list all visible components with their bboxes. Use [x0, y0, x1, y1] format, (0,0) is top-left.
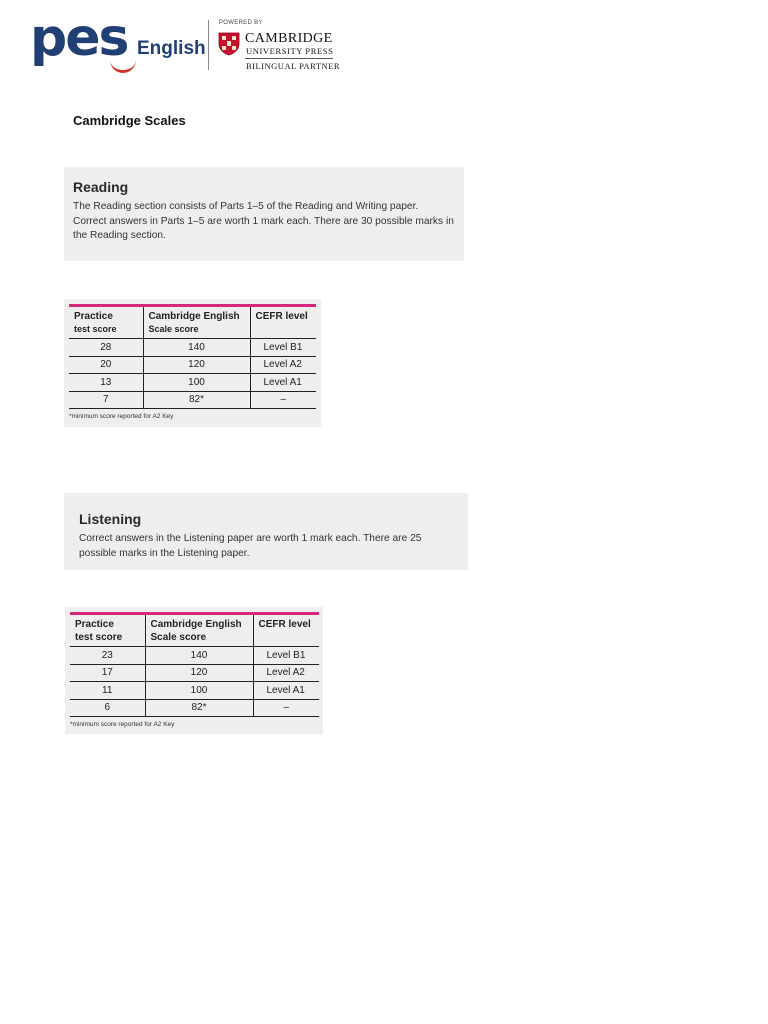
- listening-heading: Listening: [79, 511, 142, 527]
- pes-logo-text: pes: [30, 8, 128, 68]
- reading-info-box: [64, 167, 464, 261]
- table-row: [70, 647, 319, 665]
- cambridge-logo: [218, 20, 348, 72]
- table-row: [70, 699, 319, 717]
- practice-score: 13: [69, 374, 143, 392]
- cefr-level: Level A2: [253, 664, 319, 682]
- listening-description: Correct answers in the Listening paper are worth 1 mark each. There are 25 possible marks in the Listening paper.: [79, 533, 422, 559]
- table-row: [69, 339, 316, 357]
- cambridge-shield-icon: [218, 32, 240, 56]
- pes-english-logo: [30, 8, 210, 74]
- header-practice-line2: test score: [74, 324, 117, 334]
- header-practice: [70, 614, 145, 647]
- cefr-level: Level A1: [250, 374, 316, 392]
- header-practice-line1: Practice: [74, 311, 113, 322]
- table-footnote: *minimum score reported for A2 Key: [69, 413, 174, 420]
- practice-score: 23: [70, 647, 145, 665]
- header-scale-line1: Cambridge English: [148, 311, 240, 322]
- table-row: [70, 682, 319, 700]
- cefr-level: –: [253, 699, 319, 717]
- scale-score: 82*: [145, 699, 253, 717]
- reading-heading: Reading: [73, 179, 129, 195]
- header-cefr: CEFR level: [253, 614, 319, 647]
- reading-score-table-panel: [64, 299, 321, 427]
- header-practice-line2: test score: [75, 632, 123, 643]
- listening-score-table-panel: [65, 607, 323, 734]
- scale-score: 100: [145, 682, 253, 700]
- table-row: [69, 374, 316, 392]
- header-scale: [143, 306, 250, 339]
- pes-logo-english: English: [137, 38, 206, 59]
- header-scale-line2: Scale score: [150, 632, 207, 643]
- cambridge-name: CAMBRIDGE: [245, 31, 333, 46]
- powered-by-label: POWERED BY: [219, 20, 263, 26]
- header-scale-line1: Cambridge English: [150, 619, 242, 630]
- table-row: [70, 664, 319, 682]
- table-row: [69, 356, 316, 374]
- table-header-row: [69, 306, 316, 339]
- practice-score: 17: [70, 664, 145, 682]
- cefr-level: Level B1: [250, 339, 316, 357]
- scale-score: 120: [145, 664, 253, 682]
- scale-score: 100: [143, 374, 250, 392]
- header-practice-line1: Practice: [75, 619, 114, 630]
- practice-score: 6: [70, 699, 145, 717]
- cambridge-press: UNIVERSITY PRESS: [246, 46, 334, 56]
- scale-score: 140: [143, 339, 250, 357]
- practice-score: 28: [69, 339, 143, 357]
- bilingual-partner: BILINGUAL PARTNER: [246, 61, 341, 71]
- page-title: Cambridge Scales: [73, 113, 186, 128]
- practice-score: 11: [70, 682, 145, 700]
- cambridge-rule: [245, 58, 333, 59]
- listening-info-box: [64, 493, 468, 570]
- header-cefr: CEFR level: [250, 306, 316, 339]
- listening-score-table: [70, 612, 319, 717]
- cefr-level: Level A2: [250, 356, 316, 374]
- scale-score: 82*: [143, 391, 250, 409]
- practice-score: 7: [69, 391, 143, 409]
- reading-description: The Reading section consists of Parts 1–5 of the Reading and Writing paper. Correct answers in Parts 1–5 are worth 1 mark each. There are 30 possible marks in the Reading section.: [73, 201, 454, 241]
- cefr-level: Level B1: [253, 647, 319, 665]
- practice-score: 20: [69, 356, 143, 374]
- cefr-level: Level A1: [253, 682, 319, 700]
- header-practice: [69, 306, 143, 339]
- header-scale-line2: Scale score: [148, 324, 199, 334]
- scale-score: 120: [143, 356, 250, 374]
- table-footnote: *minimum score reported for A2 Key: [70, 721, 175, 728]
- reading-score-table: [69, 304, 316, 409]
- cefr-level: –: [250, 391, 316, 409]
- pes-logo-smile: [110, 60, 136, 73]
- scale-score: 140: [145, 647, 253, 665]
- table-row: [69, 391, 316, 409]
- header-scale: [145, 614, 253, 647]
- table-header-row: [70, 614, 319, 647]
- logo-divider: [208, 20, 209, 70]
